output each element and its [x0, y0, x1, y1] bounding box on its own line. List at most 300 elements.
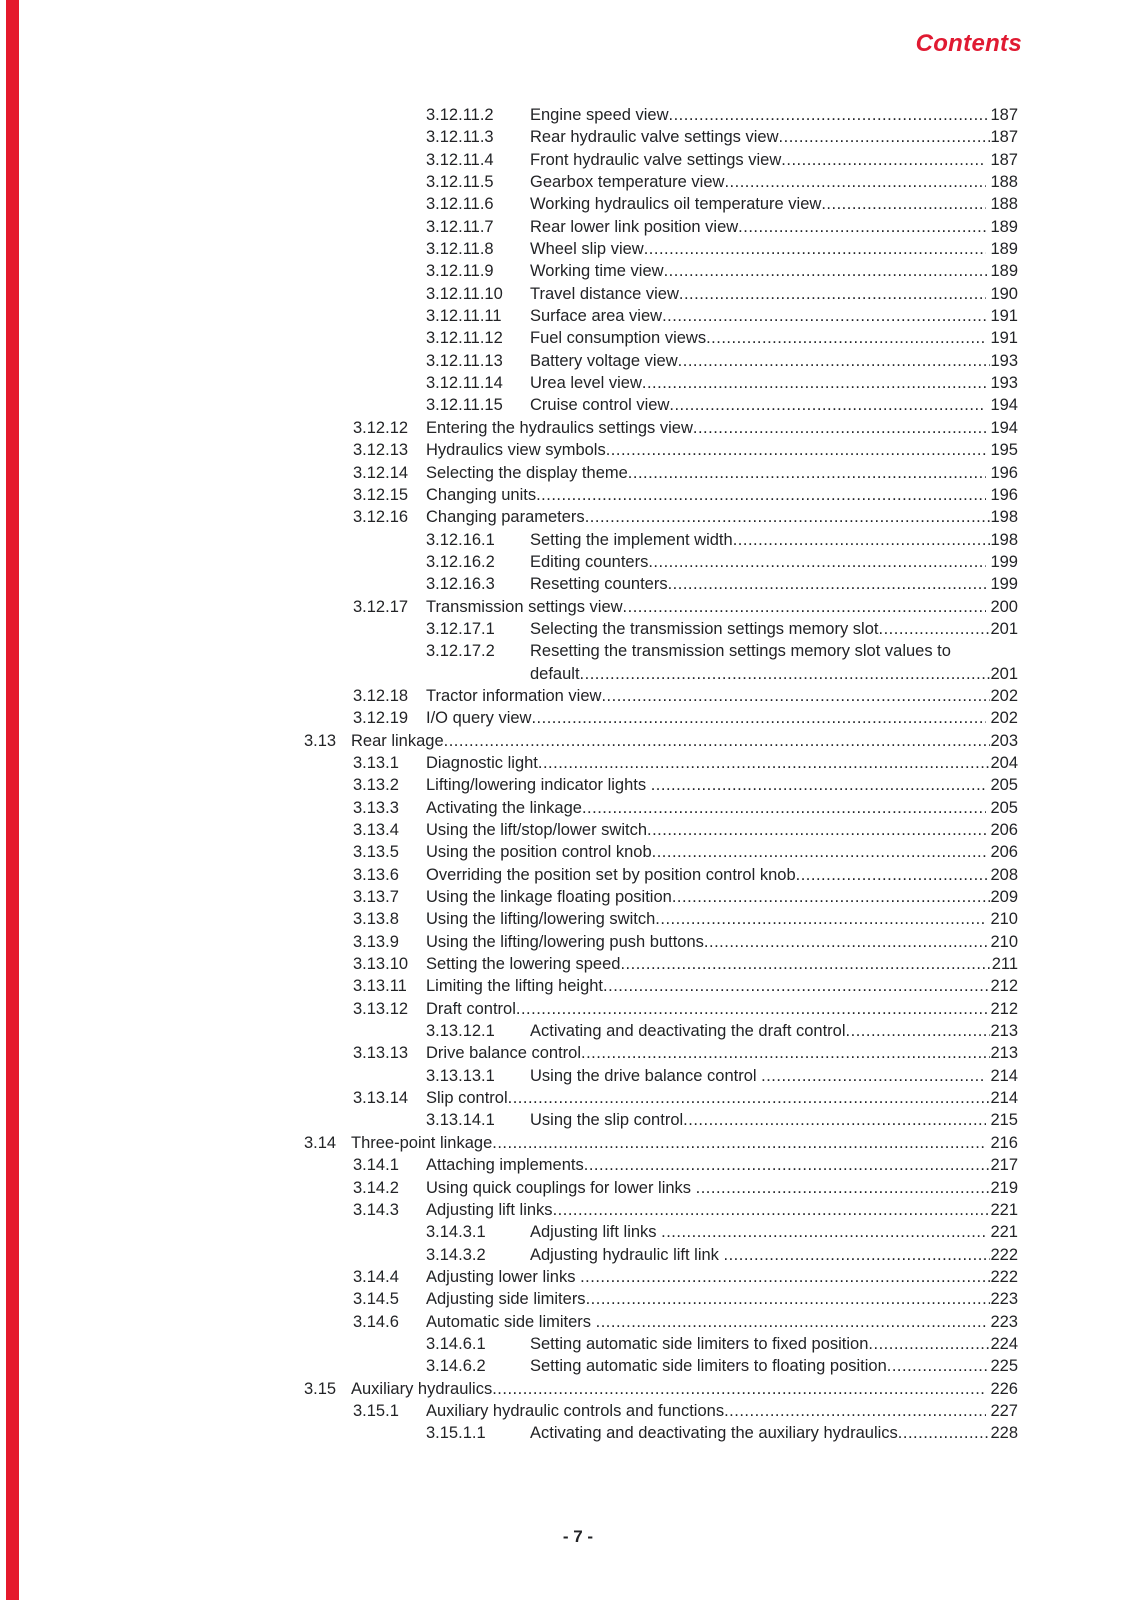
toc-entry-page: 225: [990, 1357, 1018, 1376]
toc-entry-title: Drive balance control: [426, 1044, 581, 1063]
toc-entry-page: 193: [985, 374, 1018, 393]
toc-entry: [0, 1020, 1130, 1042]
toc-entry-number: 3.12.16.3: [426, 575, 495, 594]
toc-entry: [0, 216, 1130, 238]
toc-entry-page: 213: [990, 1022, 1018, 1041]
toc-entry-number: 3.14.6.1: [426, 1334, 486, 1353]
toc-entry-number: 3.13.3: [353, 798, 399, 817]
toc-entry-number: 3.12.11.10: [426, 284, 503, 303]
toc-entry-title: Rear lower link position view: [530, 217, 739, 236]
toc-entry-page: 188: [985, 173, 1018, 192]
toc-entry-page: 209: [990, 888, 1018, 907]
toc-entry-number: 3.12.11.2: [426, 106, 494, 124]
toc-entry: [0, 104, 1130, 126]
toc-entry: [0, 864, 1130, 886]
toc-dot-leader: [531, 707, 985, 729]
toc-entry-number: 3.13.6: [353, 865, 399, 884]
toc-entry-number: 3.13.11: [353, 977, 407, 996]
toc-entry: [0, 841, 1130, 863]
toc-entry-number: 3.13.2: [353, 776, 399, 795]
toc-entry-page: 187: [990, 128, 1018, 147]
toc-entry-number: 3.12.15: [353, 485, 409, 504]
toc-dot-leader: [887, 1355, 991, 1377]
toc-entry-title: Travel distance view: [530, 284, 679, 303]
toc-entry-title: Adjusting hydraulic lift link: [530, 1245, 724, 1264]
toc-entry-number: 3.13.8: [353, 910, 399, 929]
toc-entry-number: 3.12.11.9: [426, 262, 494, 281]
toc-dot-leader: [781, 149, 986, 171]
toc-entry-page: 208: [990, 865, 1018, 884]
toc-entry: [0, 327, 1130, 349]
toc-entry-title: Editing counters: [530, 552, 649, 571]
toc-entry: [0, 193, 1130, 215]
toc-entry-number: 3.12.11.14: [426, 374, 503, 393]
toc-dot-leader: [683, 1109, 986, 1131]
toc-entry-page: 223: [985, 1312, 1018, 1331]
toc-entry: [0, 685, 1130, 707]
toc-entry: [0, 171, 1130, 193]
toc-entry: [0, 126, 1130, 148]
toc-entry: [0, 975, 1130, 997]
toc-entry: [0, 1109, 1130, 1131]
toc-entry-page: 222: [990, 1245, 1018, 1264]
toc-dot-leader: [628, 462, 986, 484]
toc-entry: [0, 372, 1130, 394]
toc-dot-leader: [704, 931, 991, 953]
toc-entry-page: 212: [990, 977, 1018, 996]
toc-entry-page: 187: [985, 150, 1018, 169]
toc-entry-number: 3.12.11.3: [426, 128, 494, 147]
toc-entry-page: 187: [990, 106, 1018, 124]
toc-entry-title: Activating and deactivating the auxiliary hydraulics: [530, 1424, 898, 1443]
toc-entry: [0, 1422, 1130, 1444]
toc-entry-title: Adjusting lift links: [426, 1200, 553, 1219]
toc-entry: [0, 1221, 1130, 1243]
toc-entry-number: 3.12.16.2: [426, 552, 495, 571]
toc-entry-number: 3.13.12: [353, 999, 409, 1018]
toc-entry-title: Using the position control knob: [426, 843, 652, 862]
toc-entry-title: Changing parameters: [426, 508, 585, 527]
toc-entry-page: 189: [990, 262, 1018, 281]
toc-dot-leader: [623, 596, 986, 618]
toc-entry-page: 215: [985, 1111, 1018, 1130]
toc-dot-leader: [669, 104, 991, 126]
toc-entry-page: 228: [990, 1424, 1018, 1443]
toc-entry-number: 3.12.16.1: [426, 530, 495, 549]
toc-dot-leader: [724, 1400, 986, 1422]
toc-dot-leader: [878, 618, 990, 640]
toc-entry-title: Auxiliary hydraulics: [351, 1379, 493, 1398]
toc-entry-page: 221: [990, 1200, 1018, 1219]
toc-entry-page: 196: [985, 485, 1018, 504]
toc-entry: [0, 730, 1130, 752]
toc-entry-number: 3.13: [304, 731, 337, 750]
toc-entry-page: 202: [990, 686, 1018, 705]
toc-entry-title: default: [530, 664, 580, 683]
contents-heading: Contents: [915, 30, 1022, 57]
toc-entry-number: 3.12.12: [353, 418, 409, 437]
toc-entry-page: 193: [990, 351, 1018, 370]
toc-entry-title: I/O query view: [426, 709, 532, 728]
toc-dot-leader: [724, 171, 985, 193]
toc-entry-page: 198: [990, 530, 1018, 549]
toc-entry-title: Urea level view: [530, 374, 642, 393]
toc-entry-number: 3.13.7: [353, 888, 399, 907]
toc-entry-title: Gearbox temperature view: [530, 173, 725, 192]
toc-entry-number: 3.13.10: [353, 955, 409, 974]
toc-entry-title: Automatic side limiters: [426, 1312, 596, 1331]
toc-entry-number: 3.12.17.1: [426, 619, 495, 638]
toc-dot-leader: [651, 774, 986, 796]
toc-entry-page: 201: [990, 619, 1018, 638]
toc-list: [0, 104, 1130, 1445]
toc-dot-leader: [672, 886, 991, 908]
toc-entry-number: 3.14.2: [353, 1178, 399, 1197]
toc-dot-leader: [738, 216, 986, 238]
toc-entry-number: 3.12.11.6: [426, 195, 494, 214]
toc-entry-number: 3.12.13: [353, 441, 409, 460]
toc-entry-number: 3.14.3.1: [426, 1223, 486, 1242]
toc-entry-title: Activating the linkage: [426, 798, 582, 817]
toc-entry-number: 3.14: [304, 1133, 337, 1152]
toc-entry-page: 200: [985, 597, 1018, 616]
toc-entry-title: Using the linkage floating position: [426, 888, 672, 907]
toc-entry: [0, 618, 1130, 640]
toc-entry-number: 3.14.3: [353, 1200, 399, 1219]
toc-dot-leader: [620, 953, 991, 975]
toc-entry: [0, 1288, 1130, 1310]
toc-entry: [0, 707, 1130, 729]
toc-entry-number: 3.12.11.13: [426, 351, 503, 370]
toc-entry: [0, 1311, 1130, 1333]
toc-entry-title: Resetting the transmission settings memory slot values to: [530, 642, 951, 661]
toc-dot-leader: [536, 484, 986, 506]
toc-entry-number: 3.13.13: [353, 1044, 409, 1063]
toc-entry-page: 221: [985, 1223, 1018, 1242]
toc-entry-title: Rear linkage: [351, 731, 444, 750]
toc-entry: [0, 998, 1130, 1020]
toc-entry-title: Using the lift/stop/lower switch: [426, 821, 648, 839]
toc-dot-leader: [648, 551, 986, 573]
toc-entry: [0, 1400, 1130, 1422]
toc-dot-leader: [538, 752, 991, 774]
toc-entry-number: 3.12.14: [353, 463, 409, 482]
toc-entry: [0, 908, 1130, 930]
toc-entry-page: 211: [991, 955, 1018, 974]
toc-entry-number: 3.14.6: [353, 1312, 399, 1331]
toc-entry-title: Setting automatic side limiters to fixed position: [530, 1334, 869, 1353]
toc-entry-title: Entering the hydraulics settings view: [426, 418, 693, 437]
toc-dot-leader: [580, 1266, 990, 1288]
toc-dot-leader: [724, 1244, 991, 1266]
toc-entry-page: 194: [985, 418, 1018, 437]
toc-entry: [0, 305, 1130, 327]
toc-entry: [0, 1244, 1130, 1266]
toc-entry-title: Rear hydraulic valve settings view: [530, 128, 779, 147]
toc-dot-leader: [596, 1311, 986, 1333]
toc-entry-page: 206: [985, 821, 1018, 839]
toc-entry-page: 189: [985, 240, 1018, 259]
toc-entry: [0, 484, 1130, 506]
toc-entry-number: 3.13.14.1: [426, 1111, 495, 1130]
toc-entry-title: Battery voltage view: [530, 351, 678, 370]
toc-entry-title: Attaching implements: [426, 1156, 584, 1175]
toc-entry: [0, 1065, 1130, 1087]
toc-dot-leader: [779, 126, 991, 148]
toc-entry: [0, 573, 1130, 595]
toc-entry-number: 3.13.1: [353, 753, 399, 772]
toc-dot-leader: [821, 193, 986, 215]
toc-entry: [0, 551, 1130, 573]
toc-entry-number: 3.12.11.15: [426, 396, 503, 415]
toc-dot-leader: [679, 283, 986, 305]
toc-entry: [0, 1087, 1130, 1109]
toc-entry: [0, 953, 1130, 975]
toc-entry-title: Limiting the lifting height: [426, 977, 604, 996]
toc-entry-title: Wheel slip view: [530, 240, 644, 259]
toc-dot-leader: [553, 1199, 991, 1221]
toc-entry-page: 224: [990, 1334, 1018, 1353]
toc-entry-title: Cruise control view: [530, 396, 670, 415]
toc-dot-leader: [706, 327, 986, 349]
toc-dot-leader: [516, 998, 991, 1020]
toc-entry-page: 213: [990, 1044, 1018, 1063]
toc-entry-page: 226: [985, 1379, 1018, 1398]
toc-entry-page: 222: [990, 1267, 1018, 1286]
toc-entry: [0, 1042, 1130, 1064]
toc-entry-number: 3.12.17.2: [426, 642, 495, 661]
toc-entry-title: Lifting/lowering indicator lights: [426, 776, 651, 795]
toc-entry: [0, 931, 1130, 953]
toc-entry-title: Engine speed view: [530, 106, 669, 124]
toc-entry-title: Auxiliary hydraulic controls and functions: [426, 1401, 725, 1420]
toc-dot-leader: [696, 1177, 991, 1199]
toc-entry-title: Adjusting lift links: [530, 1223, 662, 1242]
toc-entry-page: 214: [985, 1066, 1018, 1085]
toc-dot-leader: [655, 908, 986, 930]
toc-entry-number: 3.14.5: [353, 1290, 399, 1309]
toc-entry-title: Tractor information view: [426, 686, 602, 705]
toc-dot-leader: [601, 685, 990, 707]
toc-entry-page: 205: [985, 798, 1018, 817]
toc-dot-leader: [678, 350, 991, 372]
toc-entry-number: 3.12.11.7: [426, 217, 494, 236]
toc-dot-leader: [761, 1065, 986, 1087]
toc-entry: [0, 596, 1130, 618]
toc-dot-leader: [444, 730, 991, 752]
toc-entry-page: 202: [985, 709, 1018, 728]
toc-entry-title: Using the lifting/lowering switch: [426, 910, 656, 929]
toc-entry: [0, 439, 1130, 461]
toc-dot-leader: [584, 1154, 991, 1176]
toc-entry-page: 191: [985, 307, 1018, 326]
toc-entry-number: 3.12.11.5: [426, 173, 494, 192]
toc-entry-number: 3.12.11.8: [426, 240, 494, 259]
toc-entry-title: Fuel consumption views: [530, 329, 707, 348]
toc-entry-title: Front hydraulic valve settings view: [530, 150, 782, 169]
toc-entry-title: Adjusting lower links: [426, 1267, 581, 1286]
toc-entry-page: 190: [985, 284, 1018, 303]
toc-dot-leader: [492, 1132, 986, 1154]
toc-entry-page: 195: [985, 441, 1018, 460]
toc-entry: [0, 640, 1130, 662]
toc-entry: [0, 886, 1130, 908]
toc-entry-page: 227: [985, 1401, 1018, 1420]
toc-dot-leader: [661, 1221, 986, 1243]
toc-entry: [0, 529, 1130, 551]
toc-entry: [0, 752, 1130, 774]
toc-entry-number: 3.13.4: [353, 821, 399, 839]
toc-entry-title: Working time view: [530, 262, 664, 281]
toc-dot-leader: [580, 663, 991, 685]
toc-entry-title: Using the lifting/lowering push buttons: [426, 932, 704, 951]
toc-entry: [0, 238, 1130, 260]
toc-dot-leader: [586, 1288, 991, 1310]
toc-entry-number: 3.13.9: [353, 932, 399, 951]
toc-entry-number: 3.14.3.2: [426, 1245, 486, 1264]
toc-entry-title: Changing units: [426, 485, 537, 504]
toc-entry-title: Selecting the transmission settings memory slot: [530, 619, 879, 638]
toc-entry-number: 3.13.14: [353, 1089, 409, 1108]
toc-dot-leader: [846, 1020, 991, 1042]
toc-entry-page: 194: [985, 396, 1018, 415]
toc-dot-leader: [606, 439, 986, 461]
toc-entry-page: 219: [990, 1178, 1018, 1197]
toc-dot-leader: [581, 1042, 990, 1064]
toc-entry-title: Adjusting side limiters: [426, 1290, 586, 1309]
toc-entry: [0, 462, 1130, 484]
toc-entry-number: 3.12.18: [353, 686, 409, 705]
toc-entry-page: 203: [990, 731, 1018, 750]
toc-entry-title: Resetting counters: [530, 575, 668, 594]
toc-entry-title: Draft control: [426, 999, 516, 1018]
toc-entry: [0, 1177, 1130, 1199]
toc-entry-number: 3.12.11.4: [426, 150, 494, 169]
toc-entry-title: Hydraulics view symbols: [426, 441, 606, 460]
toc-entry: [0, 1355, 1130, 1377]
toc-entry-title: Selecting the display theme: [426, 463, 628, 482]
toc-dot-leader: [898, 1422, 991, 1444]
toc-entry-title: Surface area view: [530, 307, 663, 326]
toc-entry-number: 3.15.1.1: [426, 1424, 486, 1443]
toc-entry-page: 216: [985, 1133, 1018, 1152]
toc-dot-leader: [796, 864, 991, 886]
toc-entry-title: Slip control: [426, 1089, 508, 1108]
toc-dot-leader: [585, 506, 991, 528]
toc-entry-number: 3.15.1: [353, 1401, 399, 1420]
toc-entry-page: 212: [990, 999, 1018, 1018]
toc-entry-page: 189: [985, 217, 1018, 236]
toc-entry-title: Overriding the position set by position control knob: [426, 865, 796, 884]
toc-entry-title: Activating and deactivating the draft control: [530, 1022, 846, 1041]
toc-entry-page: 188: [985, 195, 1018, 214]
toc-entry-number: 3.14.4: [353, 1267, 399, 1286]
toc-dot-leader: [652, 841, 986, 863]
toc-entry: [0, 1333, 1130, 1355]
toc-entry-number: 3.13.5: [353, 843, 399, 862]
toc-entry-title: Working hydraulics oil temperature view: [530, 195, 822, 214]
toc-entry: [0, 774, 1130, 796]
toc-dot-leader: [693, 417, 986, 439]
toc-entry-number: 3.12.17: [353, 597, 409, 616]
toc-entry-title: Using the slip control: [530, 1111, 684, 1130]
toc-entry: [0, 797, 1130, 819]
toc-entry-number: 3.13.12.1: [426, 1022, 495, 1041]
toc-entry-page: 210: [985, 910, 1018, 929]
toc-entry-number: 3.13.13.1: [426, 1066, 495, 1085]
toc-dot-leader: [669, 394, 985, 416]
toc-entry-page: 217: [990, 1156, 1018, 1175]
toc-entry: [0, 350, 1130, 372]
toc-dot-leader: [868, 1333, 990, 1355]
toc-entry: [0, 819, 1130, 841]
toc-entry-title: Three-point linkage: [351, 1133, 493, 1152]
toc-entry-title: Setting automatic side limiters to floating position: [530, 1357, 887, 1376]
toc-entry: [0, 506, 1130, 528]
toc-entry-title: Setting the lowering speed: [426, 955, 621, 974]
toc-entry-page: 214: [990, 1089, 1018, 1108]
page-number-footer: - 7 -: [562, 1527, 594, 1546]
toc-entry-page: 210: [990, 932, 1018, 951]
toc-dot-leader: [647, 819, 986, 841]
toc-entry-number: 3.12.11.12: [426, 329, 503, 348]
toc-entry-page: 223: [990, 1290, 1018, 1309]
toc-dot-leader: [642, 372, 986, 394]
toc-entry: [0, 260, 1130, 282]
toc-entry: [0, 394, 1130, 416]
toc-entry: [0, 417, 1130, 439]
toc-entry-continuation: [0, 663, 1130, 685]
toc-entry: [0, 1378, 1130, 1400]
toc-entry-title: Using quick couplings for lower links: [426, 1178, 696, 1197]
toc-entry-page: 191: [985, 329, 1018, 348]
toc-entry: [0, 1154, 1130, 1176]
toc-dot-leader: [644, 238, 986, 260]
toc-entry-page: 204: [990, 753, 1018, 772]
toc-entry-page: 206: [985, 843, 1018, 862]
toc-dot-leader: [668, 573, 986, 595]
toc-dot-leader: [662, 305, 986, 327]
toc-dot-leader: [603, 975, 990, 997]
toc-entry-number: 3.12.11.11: [426, 307, 502, 326]
toc-entry-title: Setting the implement width: [530, 530, 733, 549]
toc-entry-number: 3.14.1: [353, 1156, 399, 1175]
toc-dot-leader: [733, 529, 991, 551]
toc-entry: [0, 1132, 1130, 1154]
toc-entry-number: 3.14.6.2: [426, 1357, 486, 1376]
toc-entry: [0, 283, 1130, 305]
toc-entry: [0, 149, 1130, 171]
toc-entry-number: 3.15: [304, 1379, 337, 1398]
toc-entry: [0, 1266, 1130, 1288]
toc-entry-page: 198: [990, 508, 1018, 527]
toc-entry-number: 3.12.16: [353, 508, 409, 527]
toc-dot-leader: [664, 260, 991, 282]
toc-entry-page: 199: [985, 552, 1018, 571]
toc-entry-number: 3.12.19: [353, 709, 409, 728]
toc-entry-title: Diagnostic light: [426, 753, 538, 772]
toc-entry-page: 205: [985, 776, 1018, 795]
toc-entry-page: 196: [985, 463, 1018, 482]
toc-dot-leader: [508, 1087, 991, 1109]
toc-entry: [0, 1199, 1130, 1221]
toc-entry-page: 201: [990, 664, 1018, 683]
toc-entry-page: 199: [985, 575, 1018, 594]
toc-entry-title: Transmission settings view: [426, 597, 623, 616]
toc-dot-leader: [492, 1378, 986, 1400]
toc-entry-title: Using the drive balance control: [530, 1066, 762, 1085]
toc-dot-leader: [582, 797, 986, 819]
